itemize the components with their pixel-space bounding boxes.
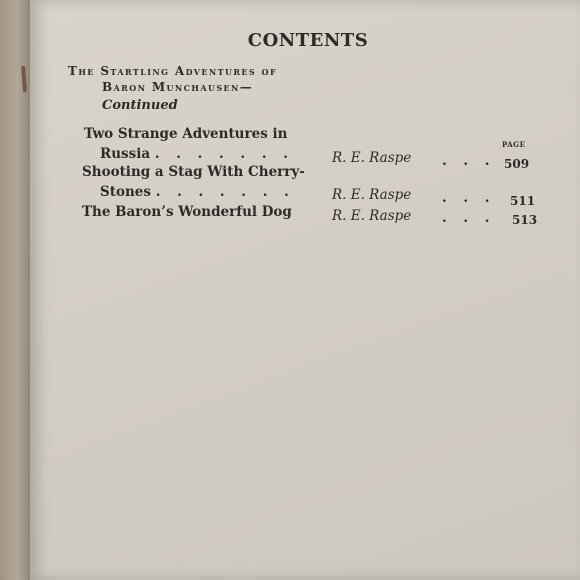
entry-3-author: R. E. Raspe — [332, 208, 412, 224]
entry-1-author: R. E. Raspe — [332, 150, 412, 166]
entry-1-title-line-1: Two Strange Adventures in — [84, 126, 288, 142]
entry-3-title: The Baron’s Wonderful Dog — [82, 204, 292, 220]
entry-2-page: 511 — [510, 194, 536, 208]
leader-dots: . . . — [442, 153, 496, 169]
entry-2-title-line-1: Shooting a Stag With Cherry- — [82, 164, 305, 180]
leader-dots: . . . — [442, 210, 496, 226]
entry-1-title-line-2-text: Russia — [100, 146, 151, 162]
entry-2-title-line-2-text: Stones — [100, 184, 151, 200]
section-continued: Continued — [102, 98, 178, 113]
spine-binding-mark — [21, 66, 27, 92]
leader-dots: . . . . . . . — [155, 184, 295, 200]
section-title-line-2: Baron Munchausen— — [102, 80, 254, 94]
page-column-header: PAGE — [502, 140, 526, 149]
leader-dots: . . . . . . . — [154, 146, 294, 162]
entry-1-page: 509 — [504, 157, 530, 171]
leader-dots: . . . — [442, 190, 496, 206]
entry-2-author: R. E. Raspe — [332, 187, 412, 203]
entry-3-page: 513 — [512, 213, 538, 227]
entry-1-title-line-2 — [100, 146, 294, 162]
section-title-line-1: The Startling Adventures of — [68, 64, 278, 78]
entry-2-title-line-2 — [100, 184, 295, 200]
book-spine — [0, 0, 32, 580]
contents-page — [30, 0, 580, 580]
contents-heading: CONTENTS — [247, 30, 369, 51]
